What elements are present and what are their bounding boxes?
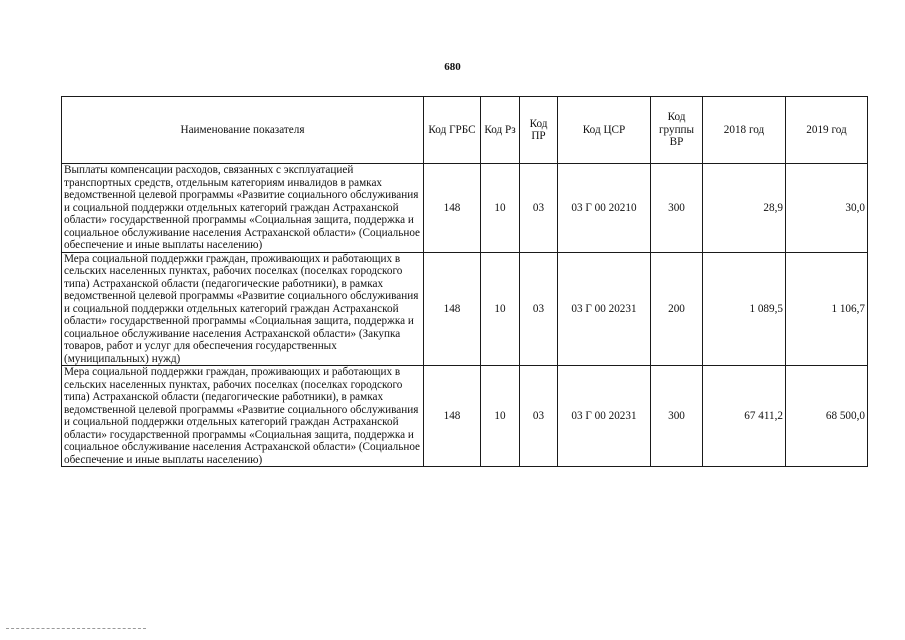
row-grbs: 148	[424, 252, 481, 366]
row-2019: 1 106,7	[786, 252, 868, 366]
row-csr: 03 Г 00 20231	[558, 252, 651, 366]
row-name: Мера социальной поддержки граждан, проживающих и работающих в сельских населенных пунктах, рабочих поселках (поселках городского типа) Астраханской области (педагогические работники), в рамках ведомственной целевой программы «Развитие социального обслуживания и социальной поддержки отдельных категорий граждан Астраханской области» государственной программы «Социальная защита, поддержка и социальное обслуживание населения Астраханской области» (Социальное обеспечение и иные выплаты населению)	[62, 366, 424, 467]
row-grbs: 148	[424, 366, 481, 467]
row-pr: 03	[520, 252, 558, 366]
header-csr: Код ЦСР	[558, 97, 651, 164]
row-2019: 68 500,0	[786, 366, 868, 467]
row-grbs: 148	[424, 164, 481, 253]
row-2018: 28,9	[703, 164, 786, 253]
row-pr: 03	[520, 164, 558, 253]
row-vr: 300	[651, 366, 703, 467]
budget-table	[61, 96, 868, 467]
header-rz: Код Рз	[481, 97, 520, 164]
row-csr: 03 Г 00 20210	[558, 164, 651, 253]
row-pr: 03	[520, 366, 558, 467]
header-2019: 2019 год	[786, 97, 868, 164]
row-rz: 10	[481, 164, 520, 253]
header-pr: Код ПР	[520, 97, 558, 164]
row-rz: 10	[481, 252, 520, 366]
row-2019: 30,0	[786, 164, 868, 253]
row-2018: 1 089,5	[703, 252, 786, 366]
header-vr: Код группы ВР	[651, 97, 703, 164]
row-2018: 67 411,2	[703, 366, 786, 467]
header-grbs: Код ГРБС	[424, 97, 481, 164]
row-vr: 200	[651, 252, 703, 366]
table-header-row	[62, 97, 868, 164]
scan-artifact	[6, 628, 146, 632]
row-rz: 10	[481, 366, 520, 467]
header-name: Наименование показателя	[62, 97, 424, 164]
row-vr: 300	[651, 164, 703, 253]
header-2018: 2018 год	[703, 97, 786, 164]
table-row	[62, 252, 868, 366]
row-name: Выплаты компенсации расходов, связанных с эксплуатацией транспортных средств, отдельным категориям инвалидов в рамках ведомственной целевой программы «Развитие социального обслуживания и социальной поддержки отдельных категорий граждан Астраханской области» государственной программы «Социальная защита, поддержка и социальное обслуживание населения Астраханской области» (Социальное обеспечение и иные выплаты населению)	[62, 164, 424, 253]
page-number: 680	[444, 61, 461, 73]
row-csr: 03 Г 00 20231	[558, 366, 651, 467]
row-name: Мера социальной поддержки граждан, проживающих и работающих в сельских населенных пунктах, рабочих поселках (поселках городского типа) Астраханской области (педагогические работники), в рамках ведомственной целевой программы «Развитие социального обслуживания и социальной поддержки отдельных категорий граждан Астраханской области» государственной программы «Социальная защита, поддержка и социальное обслуживание населения Астраханской области» (Закупка товаров, работ и услуг для обеспечения государственных (муниципальных) нужд)	[62, 252, 424, 366]
table-row	[62, 164, 868, 253]
table-row	[62, 366, 868, 467]
